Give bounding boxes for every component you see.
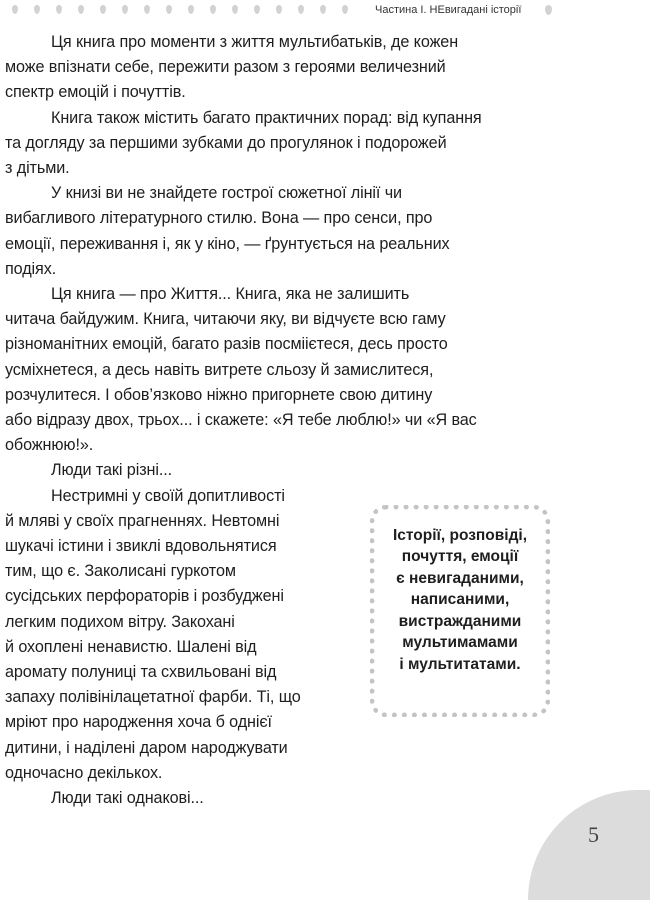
paragraph-line: обожнюю!». [5,436,94,455]
droplet-icon [122,5,128,14]
paragraph-line: мріют про народження хоча б однієї [5,713,272,732]
paragraph-line: Люди такі різні... [51,461,173,480]
droplet-icon [78,5,84,14]
droplet-icon [342,5,348,14]
paragraph-line: одночасно декількох. [5,763,163,782]
header-droplet-row [4,3,364,19]
paragraph-line: вибагливого літературного стилю. Вона — про сенси, про [5,209,433,228]
paragraph-line: Книга також містить багато практичних порад: від купання [51,108,482,127]
paragraph-line: легким подихом вітру. Закохані [5,612,235,631]
paragraph-line: Нестримні у своїй допитливості [51,486,285,505]
paragraph-line: та догляду за першими зубками до прогулянок і подорожей [5,133,447,152]
paragraph-line: й охоплені ненавистю. Шалені від [5,637,257,656]
paragraph-line: Ця книга — про Життя... Книга, яка не залишить [51,285,410,304]
droplet-icon [56,5,62,14]
paragraph-line: подіях. [5,259,57,278]
paragraph-line: аромату полуниці та схвильовані від [5,663,277,682]
droplet-icon [12,5,18,14]
droplet-icon [188,5,194,14]
paragraph-line: тим, що є. Заколисані гуркотом [5,562,236,581]
droplet-icon [298,5,304,14]
callout-text: Історії, розповіді, почуття, емоції є невигаданими, написаними, вистражданими мультимамами і мультитатами. [392,526,528,673]
droplet-icon [34,5,40,14]
running-header: Частина І. НЕвигадані історії [375,4,522,16]
paragraph-line: дитини, і наділені даром народжувати [5,738,288,757]
paragraph-line: шукачі істини і звиклі вдовольнятися [5,537,277,556]
paragraph-line: усміхнетеся, а десь навіть витрете сльозу й замислитеся, [5,360,434,379]
paragraph-line: читача байдужим. Книга, читаючи яку, ви відчуєте всю гаму [5,310,446,329]
droplet-icon [254,5,260,14]
paragraph-line: з дітьми. [5,159,70,178]
paragraph-line: Ця книга про моменти з життя мультибатьків, де кожен [51,33,459,51]
droplet-icon [144,5,150,14]
droplet-icon [232,5,238,14]
callout-box [370,505,550,717]
droplet-icon [100,5,106,14]
paragraph-line: сусідських перфораторів і розбуджені [5,587,284,606]
paragraph-line: різноманітних емоцій, багато разів посміієтеся, десь просто [5,335,448,354]
droplet-icon [210,5,216,14]
droplet-icon [276,5,282,14]
paragraph-line: розчулитеся. І обов’язково ніжно пригорнете свою дитину [5,385,433,404]
page-number: 5 [588,822,599,847]
paragraph-line: може впізнати себе, пережити разом з героями величезний [5,58,446,77]
paragraph-line: У книзі ви не знайдете гострої сюжетної лінії чи [51,184,402,203]
paragraph-line: або відразу двох, трьох... і скажете: «Я тебе люблю!» чи «Я вас [5,411,477,430]
header-end-droplet [545,5,552,15]
paragraph-line: запаху полівінілацетатної фарби. Ті, що [5,688,301,707]
paragraph-line: емоції, переживання і, як у кіно, — ґрунтується на реальних [5,234,450,253]
paragraph-line: спектр емоцій і почуттів. [5,83,186,102]
paragraph-line: й мляві у своїх прагненнях. Невтомні [5,511,280,530]
droplet-icon [320,5,326,14]
paragraph-line: Люди такі однакові... [51,789,204,808]
droplet-icon [166,5,172,14]
